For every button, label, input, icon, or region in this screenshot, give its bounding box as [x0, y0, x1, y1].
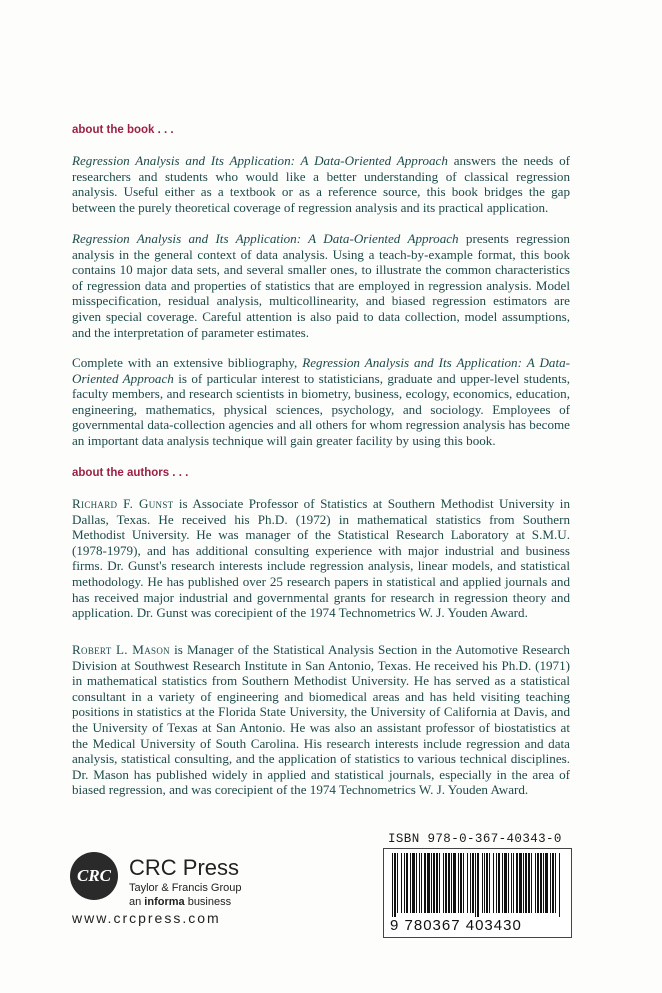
- book-title: Regression Analysis and Its Application: A Data-Oriented Approach: [72, 355, 570, 386]
- barcode-bar: [550, 853, 551, 913]
- barcode-bar: [535, 853, 536, 913]
- about-authors-heading: about the authors . . .: [72, 467, 189, 479]
- barcode-bar: [419, 853, 420, 913]
- barcode-bar: [439, 853, 440, 913]
- barcode-bar: [412, 853, 415, 913]
- barcode-bar: [467, 853, 468, 913]
- barcode-bar: [424, 853, 426, 913]
- barcode-bar: [555, 853, 556, 913]
- barcode-number: 9 780367 403430: [390, 917, 522, 934]
- barcode-bar: [404, 853, 405, 913]
- barcode-bars: [390, 853, 565, 917]
- barcode-bar: [406, 853, 408, 913]
- barcode-bar: [392, 853, 393, 917]
- barcode-bar: [552, 853, 554, 913]
- barcode-bar: [475, 853, 476, 917]
- barcode-bar: [537, 853, 539, 913]
- author-bio-text: is Associate Professor of Statistics at Southern Methodist University in Dallas, Texas. He received his Ph.D. (1972) in mathematical statistics from Southern Methodist University. He was manager of the Statistical Research Laboratory at S.M.U. (1978-1979), and has additional consulting experience with major industrial and business firms. Dr. Gunst's research interests include regression analysis, linear models, and statistical methodology. He has published over 25 research papers in statistical and applied journals and has received major industrial and governmental grants for research in regression theory and application. Dr. Gunst was corecipient of the 1974 Technometrics W. J. Youden Award.: [72, 496, 570, 621]
- barcode-bar: [489, 853, 490, 913]
- book-title: Regression Analysis and Its Application: A Data-Oriented Approach: [72, 153, 448, 168]
- paragraph-2: [72, 231, 570, 340]
- isbn-label: ISBN 978-0-367-40343-0: [388, 832, 562, 846]
- barcode-bar: [397, 853, 398, 913]
- informa-wordmark: informa: [144, 896, 185, 908]
- author-bio-mason: [72, 642, 570, 798]
- publisher-group-block: [129, 881, 241, 909]
- author-name: Richard F. Gunst: [72, 496, 174, 511]
- barcode-bar: [410, 853, 411, 913]
- barcode-bar: [448, 853, 450, 913]
- barcode-bar: [516, 853, 518, 913]
- barcode-bar: [486, 853, 488, 913]
- barcode-bar: [421, 853, 422, 913]
- barcode: [383, 848, 572, 938]
- paragraph-text: answers the needs of researchers and students who would like a better understanding of classical regression analysis. Useful either as a textbook or as a reference source, this book bridges the gap between the purely theoretical coverage of regression analysis and its practical application.: [72, 153, 570, 215]
- publisher-url: www.crcpress.com: [72, 910, 221, 926]
- barcode-bar: [493, 853, 494, 913]
- barcode-bar: [498, 853, 500, 913]
- barcode-bar: [453, 853, 456, 913]
- barcode-bar: [470, 853, 471, 913]
- barcode-bar: [545, 853, 548, 913]
- about-book-heading: about the book . . .: [72, 124, 174, 136]
- barcode-bar: [523, 853, 524, 913]
- barcode-bar: [484, 853, 485, 913]
- barcode-bar: [416, 853, 417, 913]
- paragraph-text: Complete with an extensive bibliography,: [72, 355, 303, 370]
- barcode-bar: [472, 853, 474, 913]
- barcode-bar: [427, 853, 430, 913]
- barcode-bar: [463, 853, 464, 913]
- crc-logo: [70, 852, 118, 900]
- barcode-bar: [458, 853, 459, 913]
- barcode-bar: [540, 853, 542, 913]
- barcode-bar: [519, 853, 522, 913]
- barcode-bar: [525, 853, 527, 913]
- barcode-bar: [502, 853, 503, 913]
- author-name: Robert L. Mason: [72, 642, 170, 657]
- barcode-bar: [445, 853, 447, 913]
- barcode-bar: [394, 853, 396, 917]
- barcode-bar: [513, 853, 514, 913]
- crc-logo-text: CRC: [76, 866, 112, 885]
- barcode-bar: [508, 853, 509, 913]
- barcode-bar: [482, 853, 483, 913]
- barcode-bar: [504, 853, 507, 913]
- paragraph-text: is of particular interest to statisticians, graduate and upper-level students, faculty members, and research scientists in biometry, business, ecology, economics, education, engineering, mathematics, physical sciences, psychology, and sociology. Employees of governmental data-collection agencies and all others for whom regression analysis has become an important data analysis technique will gain greater facility by using this book.: [72, 370, 570, 448]
- barcode-bar: [451, 853, 452, 913]
- barcode-bar: [511, 853, 512, 913]
- book-title: Regression Analysis and Its Application: A Data-Oriented Approach: [72, 231, 459, 246]
- publisher-group: Taylor & Francis Group: [129, 882, 242, 894]
- barcode-bar: [559, 853, 560, 917]
- barcode-bar: [528, 853, 530, 913]
- author-bio-text: is Manager of the Statistical Analysis Section in the Automotive Research Division at Southwest Research Institute in San Antonio, Texas. He received his Ph.D. (1971) in mathematical statistics from Southern Methodist University. He has served as a statistical consultant in a variety of engineering and biomedical areas and has held visiting teaching positions in statistics at the Florida State University, the University of California at Davis, and the University of Texas at San Antonio. He was also an assistant professor of biostatistics at the Medical University of South Carolina. His research interests include regression and data analysis, statistical consulting, and the application of statistics to various technical disciplines. Dr. Mason has published widely in applied and statistical journals, especially in the area of biased regression, and was corecipient of the 1974 Technometrics W. J. Youden Award.: [72, 642, 570, 798]
- barcode-bar: [477, 853, 479, 917]
- publisher-tagline: an informa business: [129, 896, 232, 908]
- barcode-bar: [433, 853, 435, 913]
- barcode-bar: [436, 853, 438, 913]
- barcode-bar: [443, 853, 444, 913]
- barcode-bar: [531, 853, 532, 913]
- barcode-bar: [431, 853, 432, 913]
- barcode-bar: [401, 853, 402, 913]
- author-bio-gunst: [72, 496, 570, 621]
- publisher-name: CRC Press: [129, 855, 240, 880]
- barcode-bar: [460, 853, 462, 913]
- barcode-bar: [496, 853, 497, 913]
- paragraph-text: presents regression analysis in the general context of data analysis. Using a teach-by-example format, this book contains 10 major data sets, and several smaller ones, to illustrate the common characteristics of regression data and properties of statistics that are employed in regression analysis. Model misspecification, residual analysis, multicollinearity, and biased regression estimators are given special coverage. Careful attention is also paid to data collection, model assumptions, and the interpretation of parameter estimates.: [72, 231, 570, 340]
- paragraph-1: [72, 153, 570, 215]
- barcode-bar: [543, 853, 544, 913]
- paragraph-3: [72, 355, 570, 449]
